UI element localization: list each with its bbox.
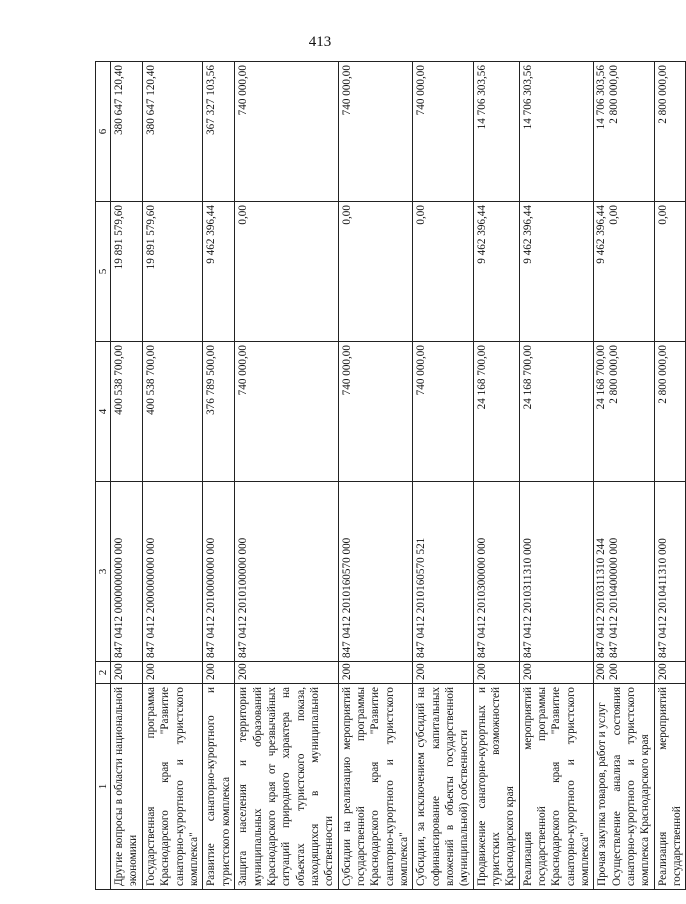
row-col2 xyxy=(594,662,654,684)
header-row xyxy=(96,62,111,890)
row-value-6 xyxy=(594,62,654,202)
row-code: 847 0412 0000000000 000 xyxy=(111,482,143,662)
row-col2: 200 xyxy=(235,662,338,684)
row-value-5: 9 462 396,44 xyxy=(473,202,519,342)
row-value-5: 0,00 xyxy=(413,202,473,342)
row-value-line: 2 800 000,00 xyxy=(608,65,621,124)
row-value-4: 400 538 700,00 xyxy=(111,342,143,482)
header-cell: 4 xyxy=(96,342,111,482)
table-row xyxy=(111,62,143,890)
rotated-table-frame xyxy=(95,62,683,890)
row-value-5: 9 462 396,44 xyxy=(203,202,235,342)
row-name: Продвижение санаторно-курортных и туристских возможностей Краснодарского края xyxy=(473,684,519,890)
row-value-5: 9 462 396,44 xyxy=(519,202,594,342)
row-name: Субсидии, за исключением субсидий на софинансирование капитальных вложений в объекты государственной (муниципальной) собственности xyxy=(413,684,473,890)
row-name: Государственная программа Краснодарского края "Развитие санаторно-курортного и туристского комплекса" xyxy=(143,684,203,890)
row-value-5: 0,00 xyxy=(654,202,686,342)
row-value-6: 14 706 303,56 xyxy=(473,62,519,202)
header-cell: 5 xyxy=(96,202,111,342)
row-code: 847 0412 2010100000 000 xyxy=(235,482,338,662)
row-name: Реализация мероприятий государственной программы Краснодарского края "Развитие санаторно-курортного и туристского комплекса" xyxy=(519,684,594,890)
row-value-4: 24 168 700,00 xyxy=(473,342,519,482)
row-col2: 200 xyxy=(203,662,235,684)
row-value-line: 2 800 000,00 xyxy=(608,345,621,404)
header-cell: 2 xyxy=(96,662,111,684)
row-value-4: 740 000,00 xyxy=(413,342,473,482)
row-value-line: 0,00 xyxy=(608,205,621,225)
row-value-5: 0,00 xyxy=(338,202,413,342)
row-code-line: 847 0412 2010311310 244 xyxy=(595,538,608,658)
row-value-6: 14 706 303,56 xyxy=(519,62,594,202)
row-code: 847 0412 2010160570 000 xyxy=(338,482,413,662)
row-col2: 200 xyxy=(413,662,473,684)
table-row xyxy=(203,62,235,890)
row-value-4: 740 000,00 xyxy=(235,342,338,482)
row-value-5: 0,00 xyxy=(235,202,338,342)
table-row xyxy=(143,62,203,890)
row-value-line: 9 462 396,44 xyxy=(595,205,608,264)
row-value-6: 380 647 120,40 xyxy=(111,62,143,202)
table-row xyxy=(473,62,519,890)
row-code: 847 0412 2010300000 000 xyxy=(473,482,519,662)
row-value-4: 376 789 500,00 xyxy=(203,342,235,482)
row-name: Реализация мероприятий государственной xyxy=(654,684,686,890)
row-value-line: 14 706 303,56 xyxy=(595,65,608,130)
row-value-6: 367 327 103,56 xyxy=(203,62,235,202)
row-value-5 xyxy=(594,202,654,342)
row-name: Развитие санаторно-курортного и туристского комплекса xyxy=(203,684,235,890)
row-name-line: Прочая закупка товаров, работ и услуг xyxy=(596,702,609,886)
row-code-line: 847 0412 2010400000 000 xyxy=(608,537,621,658)
row-value-6: 2 800 000,00 xyxy=(654,62,686,202)
row-value-4: 740 000,00 xyxy=(338,342,413,482)
row-value-4: 2 800 000,00 xyxy=(654,342,686,482)
row-value-6: 740 000,00 xyxy=(338,62,413,202)
row-code: 847 0412 2010160570 521 xyxy=(413,482,473,662)
header-cell: 3 xyxy=(96,482,111,662)
row-value-5: 19 891 579,60 xyxy=(111,202,143,342)
row-name: Другие вопросы в области национальной экономики xyxy=(111,684,143,890)
table-row xyxy=(338,62,413,890)
row-name-line: Осуществление анализа состояния санаторно-курортного и туристского комплекса Краснодарского края xyxy=(610,687,652,886)
row-col2-line: 200 xyxy=(595,663,608,680)
row-code: 847 0412 2010000000 000 xyxy=(203,482,235,662)
row-col2: 200 xyxy=(143,662,203,684)
row-value-4 xyxy=(594,342,654,482)
row-code xyxy=(594,482,654,662)
table-row xyxy=(235,62,338,890)
row-name: Защита населения и территории муниципальных образований Краснодарского края от чрезвычайных ситуаций природного характера на объектах туристского показа, находящихся в муниципальной собственности xyxy=(235,684,338,890)
table-row xyxy=(594,62,654,890)
row-col2-line: 200 xyxy=(608,663,621,680)
row-value-5: 19 891 579,60 xyxy=(143,202,203,342)
table-row xyxy=(413,62,473,890)
row-value-6: 380 647 120,40 xyxy=(143,62,203,202)
row-col2: 200 xyxy=(111,662,143,684)
header-cell: 1 xyxy=(96,684,111,890)
table-row xyxy=(519,62,594,890)
table-container xyxy=(95,62,683,890)
row-code: 847 0412 2010411310 000 xyxy=(654,482,686,662)
row-name: Субсидии на реализацию мероприятий государственной программы Краснодарского края "Развитие санаторно-курортного и туристского комплекса" xyxy=(338,684,413,890)
page-number: 413 xyxy=(308,34,332,50)
row-value-4: 24 168 700,00 xyxy=(519,342,594,482)
row-value-6: 740 000,00 xyxy=(413,62,473,202)
row-col2: 200 xyxy=(473,662,519,684)
row-col2: 200 xyxy=(654,662,686,684)
table-row xyxy=(654,62,686,890)
row-col2: 200 xyxy=(519,662,594,684)
budget-table xyxy=(95,61,686,890)
row-name xyxy=(594,684,654,890)
row-value-6: 740 000,00 xyxy=(235,62,338,202)
row-code: 847 0412 2010311310 000 xyxy=(519,482,594,662)
row-value-4: 400 538 700,00 xyxy=(143,342,203,482)
row-col2: 200 xyxy=(338,662,413,684)
row-value-line: 24 168 700,00 xyxy=(595,345,608,410)
header-cell: 6 xyxy=(96,62,111,202)
row-code: 847 0412 2000000000 000 xyxy=(143,482,203,662)
